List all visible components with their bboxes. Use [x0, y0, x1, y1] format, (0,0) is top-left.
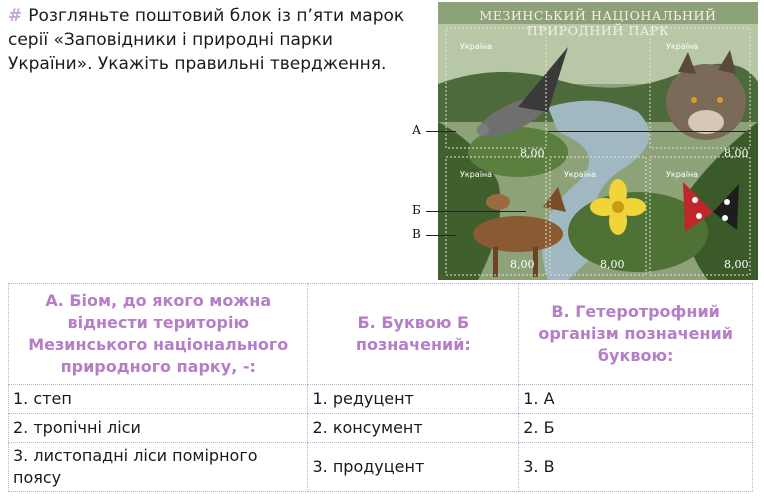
stamp-sheet-image — [438, 2, 758, 280]
stamp-country-label: Україна — [666, 170, 699, 179]
column-header-a: А. Біом, до якого можна віднести територію Мезинського національного природного парку, -: — [9, 284, 308, 385]
stamp-block-title: МЕЗИНСЬКИЙ НАЦІОНАЛЬНИЙ ПРИРОДНИЙ ПАРК — [479, 8, 717, 38]
table-header-row — [9, 284, 753, 385]
stamp-price: 8,00 — [724, 147, 749, 160]
option-b2[interactable]: 2. консумент — [308, 414, 519, 443]
hash-icon: # — [8, 6, 23, 26]
column-header-b: Б. Буквою Б позначений: — [308, 284, 519, 385]
stamp-country-label: Україна — [564, 170, 597, 179]
stamp-price: 8,00 — [600, 258, 625, 271]
option-b1[interactable]: 1. редуцент — [308, 385, 519, 414]
table-row — [9, 385, 753, 414]
marker-a-line-inner — [548, 131, 746, 132]
option-v3[interactable]: 3. В — [519, 443, 753, 492]
option-a3[interactable]: 3. листопадні ліси помірного поясу — [9, 443, 308, 492]
table-row — [9, 443, 753, 492]
option-v2[interactable]: 2. Б — [519, 414, 753, 443]
option-v1[interactable]: 1. А — [519, 385, 753, 414]
stamp-country-label: Україна — [460, 170, 493, 179]
stamp-country-label: Україна — [460, 42, 493, 51]
option-b3[interactable]: 3. продуцент — [308, 443, 519, 492]
stamp-price: 8,00 — [724, 258, 749, 271]
stamp-block-figure — [410, 2, 760, 282]
marker-v-label: В — [412, 227, 421, 241]
marker-b-line — [426, 211, 526, 212]
marker-b-label: Б — [412, 203, 421, 217]
table-row — [9, 414, 753, 443]
option-a1[interactable]: 1. степ — [9, 385, 308, 414]
stamp-country-label: Україна — [666, 42, 699, 51]
marker-v-line — [426, 235, 456, 236]
answers-table — [8, 283, 753, 492]
question-text-block — [8, 4, 418, 76]
marker-a-line — [426, 131, 456, 132]
column-header-v: В. Гетеротрофний організм позначений буквою: — [519, 284, 753, 385]
stamp-price: 8,00 — [520, 147, 545, 160]
stamp-price: 8,00 — [510, 258, 535, 271]
question-text: Розгляньте поштовий блок із п’яти марок серії «Заповідники і природні парки України». Укажіть правильні твердження. — [8, 6, 405, 74]
marker-a-label: А — [412, 123, 422, 137]
option-a2[interactable]: 2. тропічні ліси — [9, 414, 308, 443]
